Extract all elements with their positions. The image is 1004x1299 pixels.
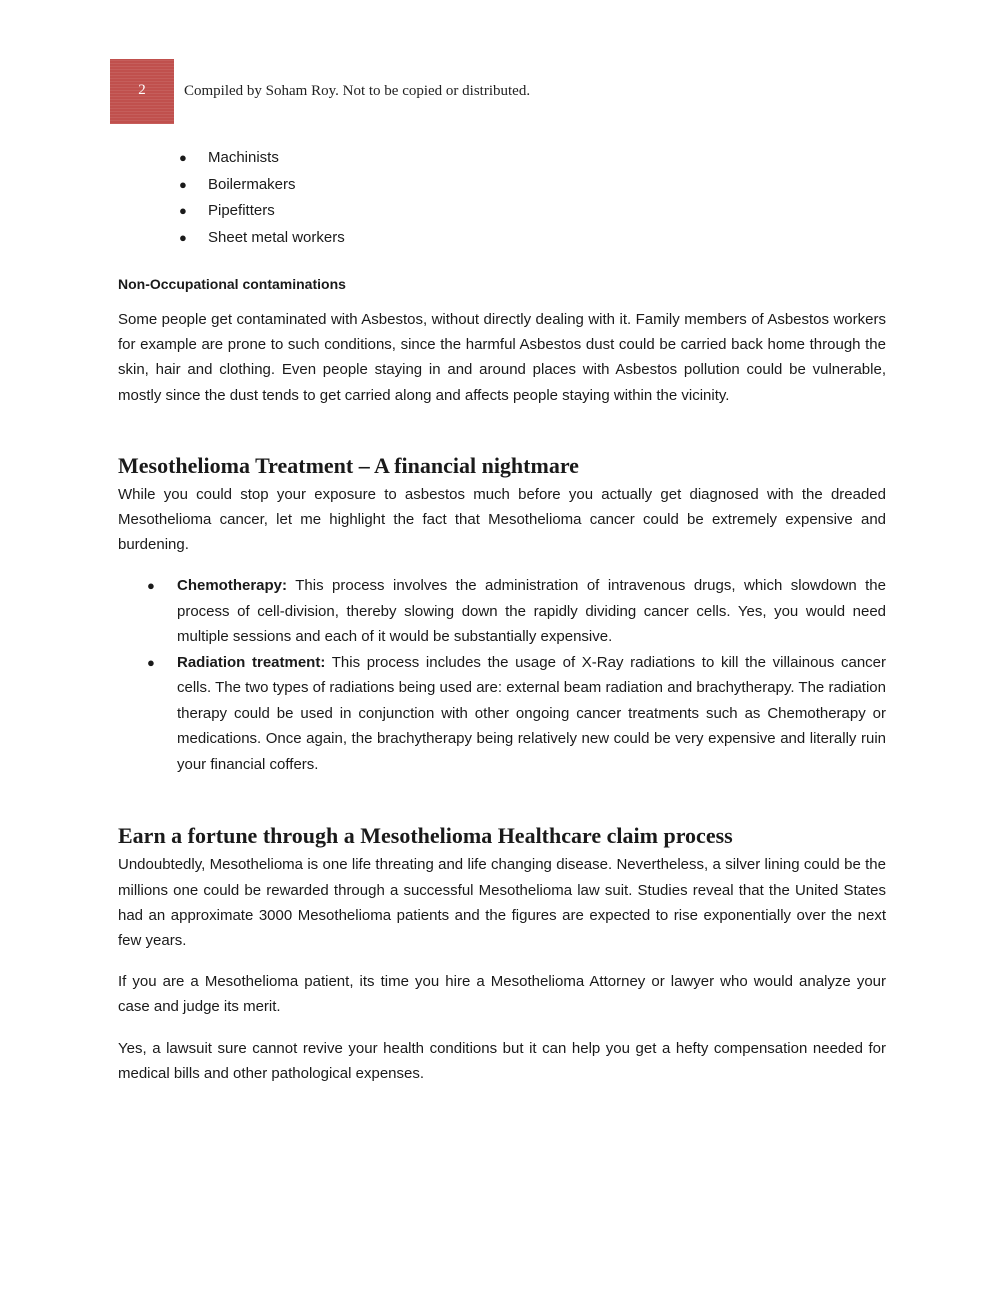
claim-heading: Earn a fortune through a Mesothelioma Healthcare claim process bbox=[118, 823, 733, 849]
non-occupational-heading: Non-Occupational contaminations bbox=[118, 276, 346, 292]
treatment-item-chemotherapy bbox=[147, 573, 886, 650]
bullet-icon: ● bbox=[147, 578, 155, 594]
claim-paragraph: Yes, a lawsuit sure cannot revive your health conditions but it can help you get a hefty compensation needed for medical bills and other pathological expenses. bbox=[118, 1039, 886, 1082]
page-number: 2 bbox=[138, 82, 146, 98]
bullet-icon: ● bbox=[179, 229, 187, 245]
list-item bbox=[179, 172, 886, 199]
treatment-term: Radiation treatment: bbox=[177, 653, 326, 671]
list-item-text: Boilermakers bbox=[208, 175, 296, 193]
non-occupational-paragraph: Some people get contaminated with Asbestos, without directly dealing with it. Family members of Asbestos workers for example are prone to such conditions, since the harmful Asbestos dust could be carried back home through the skin, hair and clothing. Even people staying in and around places with Asbestos pollution could be vulnerable, mostly since the dust tends to get carried along and affects people staying within the vicinity. bbox=[118, 311, 886, 404]
list-item-text: Pipefitters bbox=[208, 202, 275, 219]
list-item-text: Machinists bbox=[208, 149, 279, 166]
treatment-term: Chemotherapy: bbox=[177, 577, 288, 595]
claim-paragraph: If you are a Mesothelioma patient, its time you hire a Mesothelioma Attorney or lawyer who would analyze your case and judge its merit. bbox=[118, 973, 886, 1016]
treatment-heading: Mesothelioma Treatment – A financial nightmare bbox=[118, 452, 579, 478]
occupation-list bbox=[118, 145, 886, 251]
list-item bbox=[179, 198, 886, 225]
claim-paragraph: Undoubtedly, Mesothelioma is one life threating and life changing disease. Nevertheless, a silver lining could be the millions one could be rewarded through a successful Mesothelioma law suit. Studies reveal that the United States had an approximate 3000 Mesothelioma patients and the figures are expected to rise exponentially over the next few years. bbox=[118, 856, 886, 950]
treatment-intro: While you could stop your exposure to asbestos much before you actually get diagnosed with the dreaded Mesothelioma cancer, let me highlight the fact that Mesothelioma cancer could be extremely expensive and burdening. bbox=[118, 485, 886, 554]
treatment-item-radiation bbox=[147, 650, 886, 778]
treatment-description: This process includes the usage of X-Ray radiations to kill the villainous cancer cells. The two types of radiations being used are: external beam radiation and brachytherapy. The radiation therapy could be used in conjunction with other ongoing cancer treatments such as Chemotherapy or medications. Once again, the brachytherapy being relatively new could be very expensive and literally ruin your financial coffers. bbox=[177, 653, 886, 773]
list-item-text: Sheet metal workers bbox=[208, 228, 345, 246]
bullet-icon: ● bbox=[179, 150, 187, 165]
treatment-list bbox=[118, 573, 886, 777]
bullet-icon: ● bbox=[147, 654, 155, 670]
bullet-icon: ● bbox=[179, 203, 187, 218]
bullet-icon: ● bbox=[179, 176, 187, 192]
list-item bbox=[179, 225, 886, 252]
page-header-text: Compiled by Soham Roy. Not to be copied or distributed. bbox=[184, 83, 531, 99]
page-number-box bbox=[110, 59, 174, 124]
list-item bbox=[179, 145, 886, 172]
treatment-description: This process involves the administration of intravenous drugs, which slowdown the process of cell-division, thereby slowing down the rapidly dividing cancer cells. Yes, you would need multiple sessions and each of it would be substantially expensive. bbox=[177, 577, 886, 646]
page-content bbox=[118, 145, 886, 1086]
